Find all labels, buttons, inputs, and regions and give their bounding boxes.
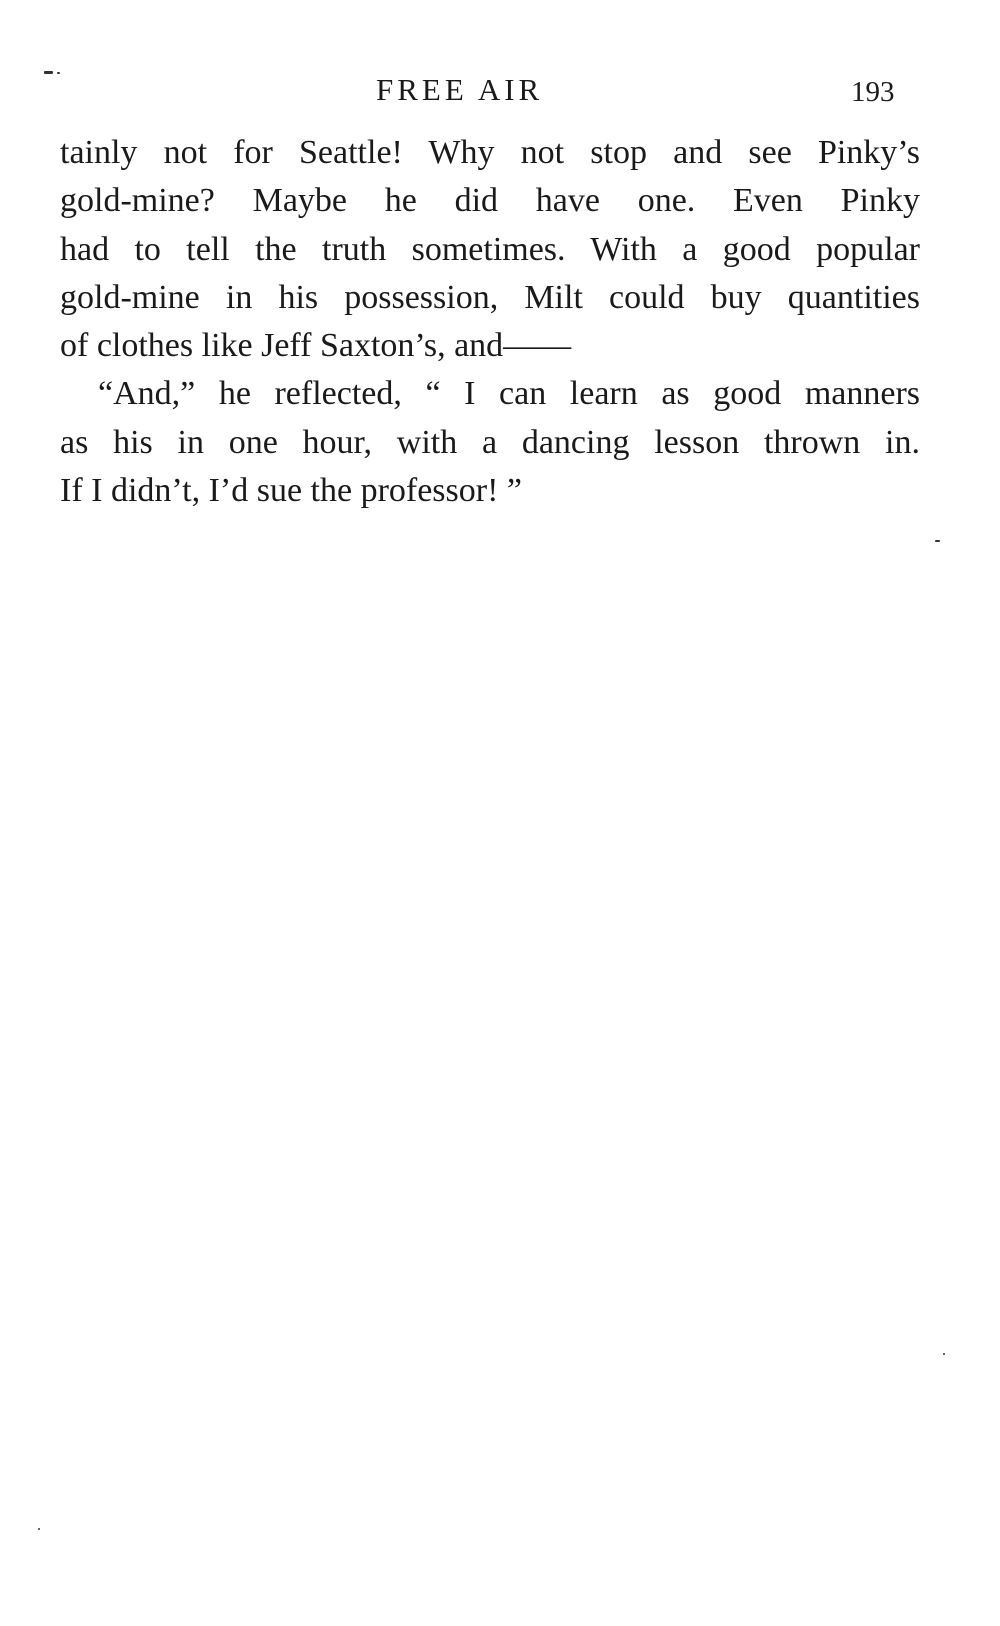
scan-speck: [44, 71, 53, 74]
text-line: had to tell the truth sometimes. With a good popular: [60, 230, 920, 268]
running-head: [0, 72, 1000, 112]
text-line: of clothes like Jeff Saxton’s, and——: [60, 327, 572, 365]
text-line: tainly not for Seattle! Why not stop and see Pinky’s: [60, 134, 920, 171]
running-title: FREE AIR: [376, 72, 544, 107]
scan-speck: [935, 540, 940, 542]
body-text: [60, 129, 920, 515]
scan-speck: [57, 72, 60, 74]
text-line: If I didn’t, I’d sue the professor! ”: [60, 472, 523, 510]
scan-speck: [38, 1528, 40, 1530]
text-line: gold-mine? Maybe he did have one. Even Pinky: [60, 182, 920, 220]
text-line: as his in one hour, with a dancing lesson thrown in.: [60, 423, 920, 461]
scan-speck: [943, 1353, 945, 1355]
text-line: “And,” he reflected, “ I can learn as good manners: [98, 375, 920, 413]
text-line: gold-mine in his possession, Milt could buy quantities: [60, 278, 920, 316]
page-number: 193: [851, 76, 895, 108]
